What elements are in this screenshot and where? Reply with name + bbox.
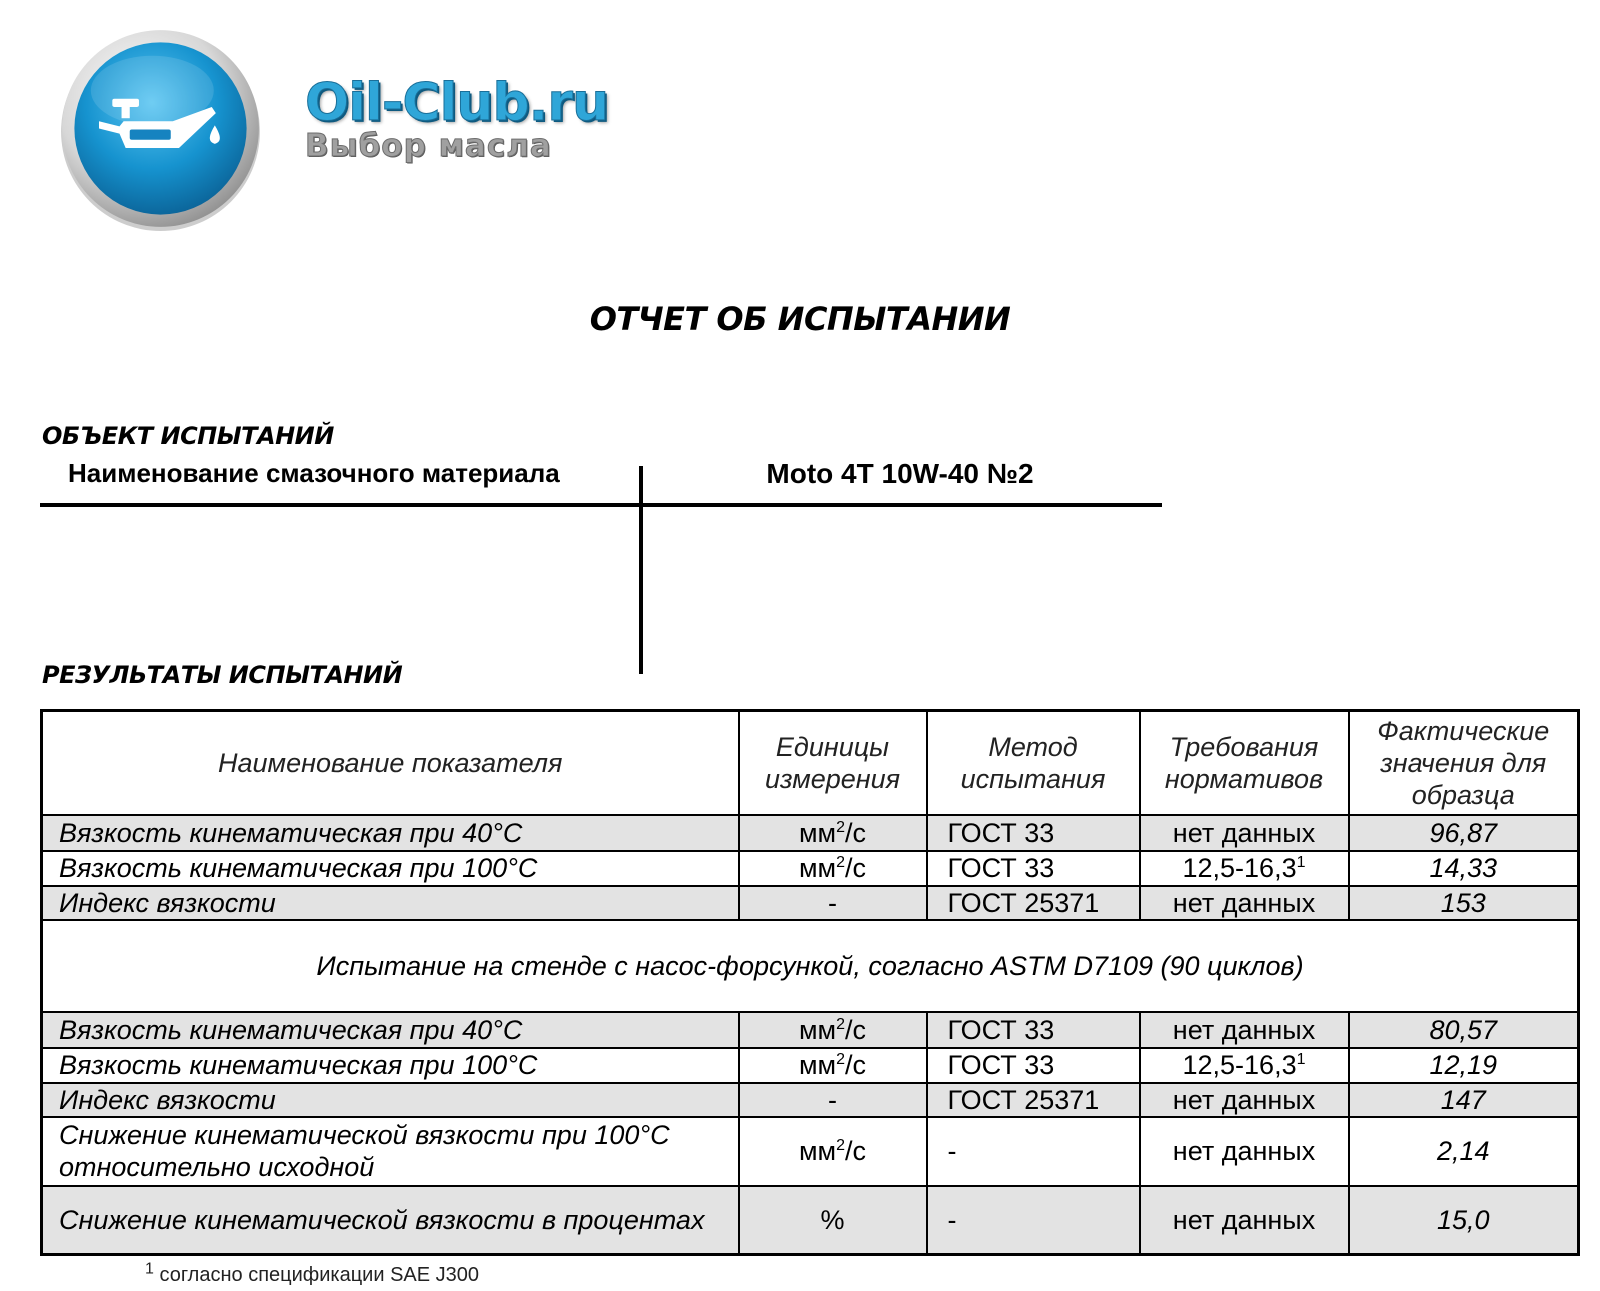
header-requirements: Требования нормативов [1140,711,1349,816]
footnote [145,1260,480,1287]
brand-logo [305,73,609,164]
table-row [42,815,1579,850]
method-cell: ГОСТ 33 [927,1048,1140,1083]
brand-name: Oil-Club.ru [305,73,609,133]
unit-superscript: 2 [836,1051,845,1069]
unit-cell [739,886,927,920]
unit-base: мм [798,818,837,849]
footnote-text: согласно спецификации SAE J300 [159,1264,480,1286]
table-header-row [42,711,1579,816]
requirement-cell [1140,1048,1349,1083]
requirement-text: нет данных [1172,888,1316,919]
requirement-cell [1140,851,1349,886]
method-cell: ГОСТ 33 [927,815,1140,850]
unit-tail: /с [845,1014,867,1045]
indicator-name: Вязкость кинематическая при 40°C [42,1012,739,1047]
table-row [42,1117,1579,1186]
table-row [42,886,1579,920]
brand-slogan: Выбор масла [305,128,552,164]
method-cell: ГОСТ 25371 [927,1083,1140,1117]
requirement-cell [1140,886,1349,920]
unit-tail: /с [845,1050,867,1081]
header-unit: Единицы измерения [739,711,927,816]
value-cell: 147 [1349,1083,1579,1117]
table-row [42,1012,1579,1047]
unit-tail: /с [845,1136,867,1167]
requirement-cell [1140,1117,1349,1186]
object-section-title: ОБЪЕКТ ИСПЫТАНИЙ [42,422,334,450]
footnote-ref: 1 [1296,854,1306,872]
unit-base: мм [798,1050,837,1081]
requirement-text: 12,5-16,3 [1182,853,1297,884]
indicator-name: Вязкость кинематическая при 100°C [42,1048,739,1083]
unit-base: мм [798,853,837,884]
header-indicator: Наименование показателя [42,711,739,816]
unit-tail: /с [845,853,867,884]
indicator-name: Индекс вязкости [42,1083,739,1117]
unit-cell [739,1117,927,1186]
indicator-name: Вязкость кинематическая при 40°C [42,815,739,850]
lubricant-name-value: Moto 4T 10W-40 №2 [766,458,1034,489]
value-cell: 12,19 [1349,1048,1579,1083]
unit-cell [739,1048,927,1083]
unit-cell [739,815,927,850]
lubricant-name-label: Наименование смазочного материала [68,458,560,488]
requirement-cell [1140,1012,1349,1047]
value-cell: 15,0 [1349,1186,1579,1255]
divider-horizontal [40,503,1162,507]
unit-base: - [828,1085,837,1116]
divider-vertical [639,466,643,674]
requirement-text: нет данных [1172,1014,1316,1045]
unit-cell [739,1083,927,1117]
footnote-ref: 1 [1296,1051,1306,1069]
unit-superscript: 2 [836,1137,845,1155]
unit-base: % [820,1204,845,1235]
value-cell: 153 [1349,886,1579,920]
indicator-name: Вязкость кинематическая при 100°C [42,851,739,886]
header-actual-values: Фактические значения для образца [1349,711,1579,816]
unit-cell [739,851,927,886]
requirement-text: нет данных [1172,1085,1316,1116]
unit-base: мм [798,1014,837,1045]
oil-can-icon [58,27,263,232]
method-cell: - [927,1117,1140,1186]
results-section-title: РЕЗУЛЬТАТЫ ИСПЫТАНИЙ [42,661,403,689]
unit-base: - [828,888,837,919]
method-cell: ГОСТ 33 [927,1012,1140,1047]
indicator-name: Индекс вязкости [42,886,739,920]
requirement-cell [1140,1186,1349,1255]
table-row [42,851,1579,886]
value-cell: 80,57 [1349,1012,1579,1047]
method-cell: - [927,1186,1140,1255]
table-subheading-row [42,920,1579,1012]
indicator-name: Снижение кинематической вязкости при 100°C относительно исходной [42,1117,739,1186]
requirement-text: нет данных [1172,1204,1316,1235]
table-row [42,1083,1579,1117]
unit-superscript: 2 [836,1015,845,1033]
table-row [42,1048,1579,1083]
indicator-name: Снижение кинематической вязкости в процентах [42,1186,739,1255]
unit-cell [739,1186,927,1255]
bench-test-subheading: Испытание на стенде с насос-форсункой, согласно ASTM D7109 (90 циклов) [42,920,1579,1012]
requirement-cell [1140,1083,1349,1117]
table-row [42,1186,1579,1255]
unit-base: мм [798,1136,837,1167]
requirement-cell [1140,815,1349,850]
requirement-text: 12,5-16,3 [1182,1050,1297,1081]
method-cell: ГОСТ 33 [927,851,1140,886]
report-title: ОТЧЕТ ОБ ИСПЫТАНИИ [589,300,1011,338]
value-cell: 2,14 [1349,1117,1579,1186]
footnote-mark: 1 [145,1260,154,1278]
value-cell: 14,33 [1349,851,1579,886]
requirement-text: нет данных [1172,1136,1316,1167]
unit-superscript: 2 [836,819,845,837]
requirement-text: нет данных [1172,818,1316,849]
value-cell: 96,87 [1349,815,1579,850]
header-method: Метод испытания [927,711,1140,816]
unit-tail: /с [845,818,867,849]
method-cell: ГОСТ 25371 [927,886,1140,920]
results-table [40,709,1580,1256]
unit-superscript: 2 [836,854,845,872]
unit-cell [739,1012,927,1047]
